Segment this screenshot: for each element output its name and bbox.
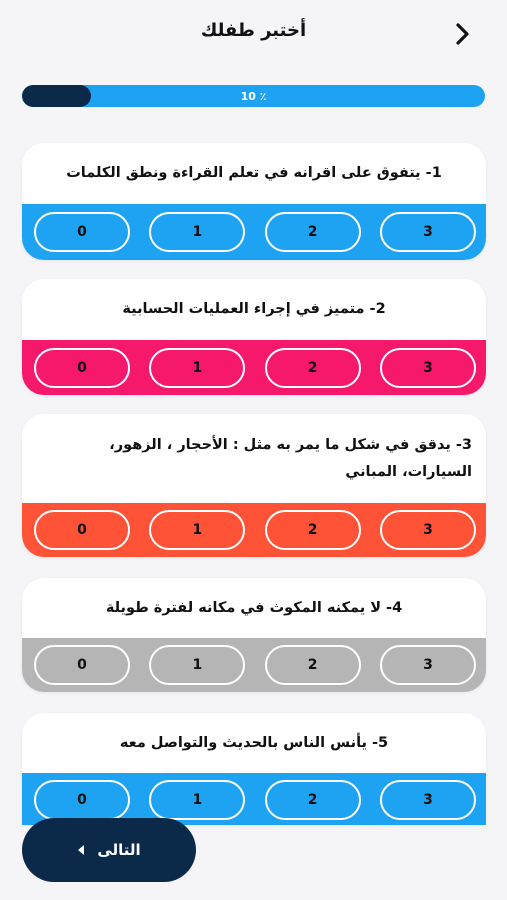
header bbox=[0, 0, 507, 70]
option-1[interactable]: 1 bbox=[149, 780, 245, 820]
page-title: أختبر طفلك bbox=[200, 20, 307, 41]
option-1[interactable]: 1 bbox=[149, 645, 245, 685]
option-1[interactable]: 1 bbox=[149, 212, 245, 252]
question-text-2: 2- متميز في إجراء العمليات الحسابية bbox=[122, 301, 386, 317]
progress-label: 10 ٪ bbox=[240, 89, 267, 103]
options-row-4 bbox=[22, 638, 486, 692]
option-1[interactable]: 1 bbox=[149, 348, 245, 388]
option-0[interactable]: 0 bbox=[34, 348, 130, 388]
caret-left-icon bbox=[77, 844, 85, 856]
option-3[interactable]: 3 bbox=[380, 212, 476, 252]
question-text-5: 5- يأنس الناس بالحديث والتواصل معه bbox=[119, 734, 389, 751]
question-card-5 bbox=[22, 713, 486, 825]
question-card-1 bbox=[22, 143, 486, 260]
question-card-4 bbox=[22, 578, 486, 692]
option-2[interactable]: 2 bbox=[265, 780, 361, 820]
option-1[interactable]: 1 bbox=[149, 510, 245, 550]
option-0[interactable]: 0 bbox=[34, 780, 130, 820]
options-row-2 bbox=[22, 340, 486, 395]
chevron-right-icon bbox=[455, 22, 471, 46]
next-button-label: التالى bbox=[97, 841, 141, 859]
option-0[interactable]: 0 bbox=[34, 510, 130, 550]
option-2[interactable]: 2 bbox=[265, 212, 361, 252]
question-card-2 bbox=[22, 279, 486, 395]
options-row-3 bbox=[22, 503, 486, 557]
option-0[interactable]: 0 bbox=[34, 212, 130, 252]
option-3[interactable]: 3 bbox=[380, 348, 476, 388]
option-3[interactable]: 3 bbox=[380, 510, 476, 550]
question-card-3 bbox=[22, 414, 486, 557]
option-2[interactable]: 2 bbox=[265, 510, 361, 550]
progress-bar bbox=[22, 85, 485, 107]
question-text-4: 4- لا يمكنه المكوث في مكانه لفترة طويلة bbox=[105, 599, 403, 616]
back-button[interactable] bbox=[449, 18, 477, 50]
options-row-1 bbox=[22, 204, 486, 260]
option-2[interactable]: 2 bbox=[265, 645, 361, 685]
option-3[interactable]: 3 bbox=[380, 645, 476, 685]
next-button[interactable] bbox=[22, 818, 196, 882]
option-0[interactable]: 0 bbox=[34, 645, 130, 685]
question-text-3: 3- يدقق في شكل ما يمر به مثل : الأحجار ، الزهور، السيارات، المباني bbox=[109, 436, 472, 480]
option-2[interactable]: 2 bbox=[265, 348, 361, 388]
option-3[interactable]: 3 bbox=[380, 780, 476, 820]
question-text-1: 1- يتفوق على اقرانه في تعلم القراءة ونطق الكلمات bbox=[66, 165, 442, 181]
